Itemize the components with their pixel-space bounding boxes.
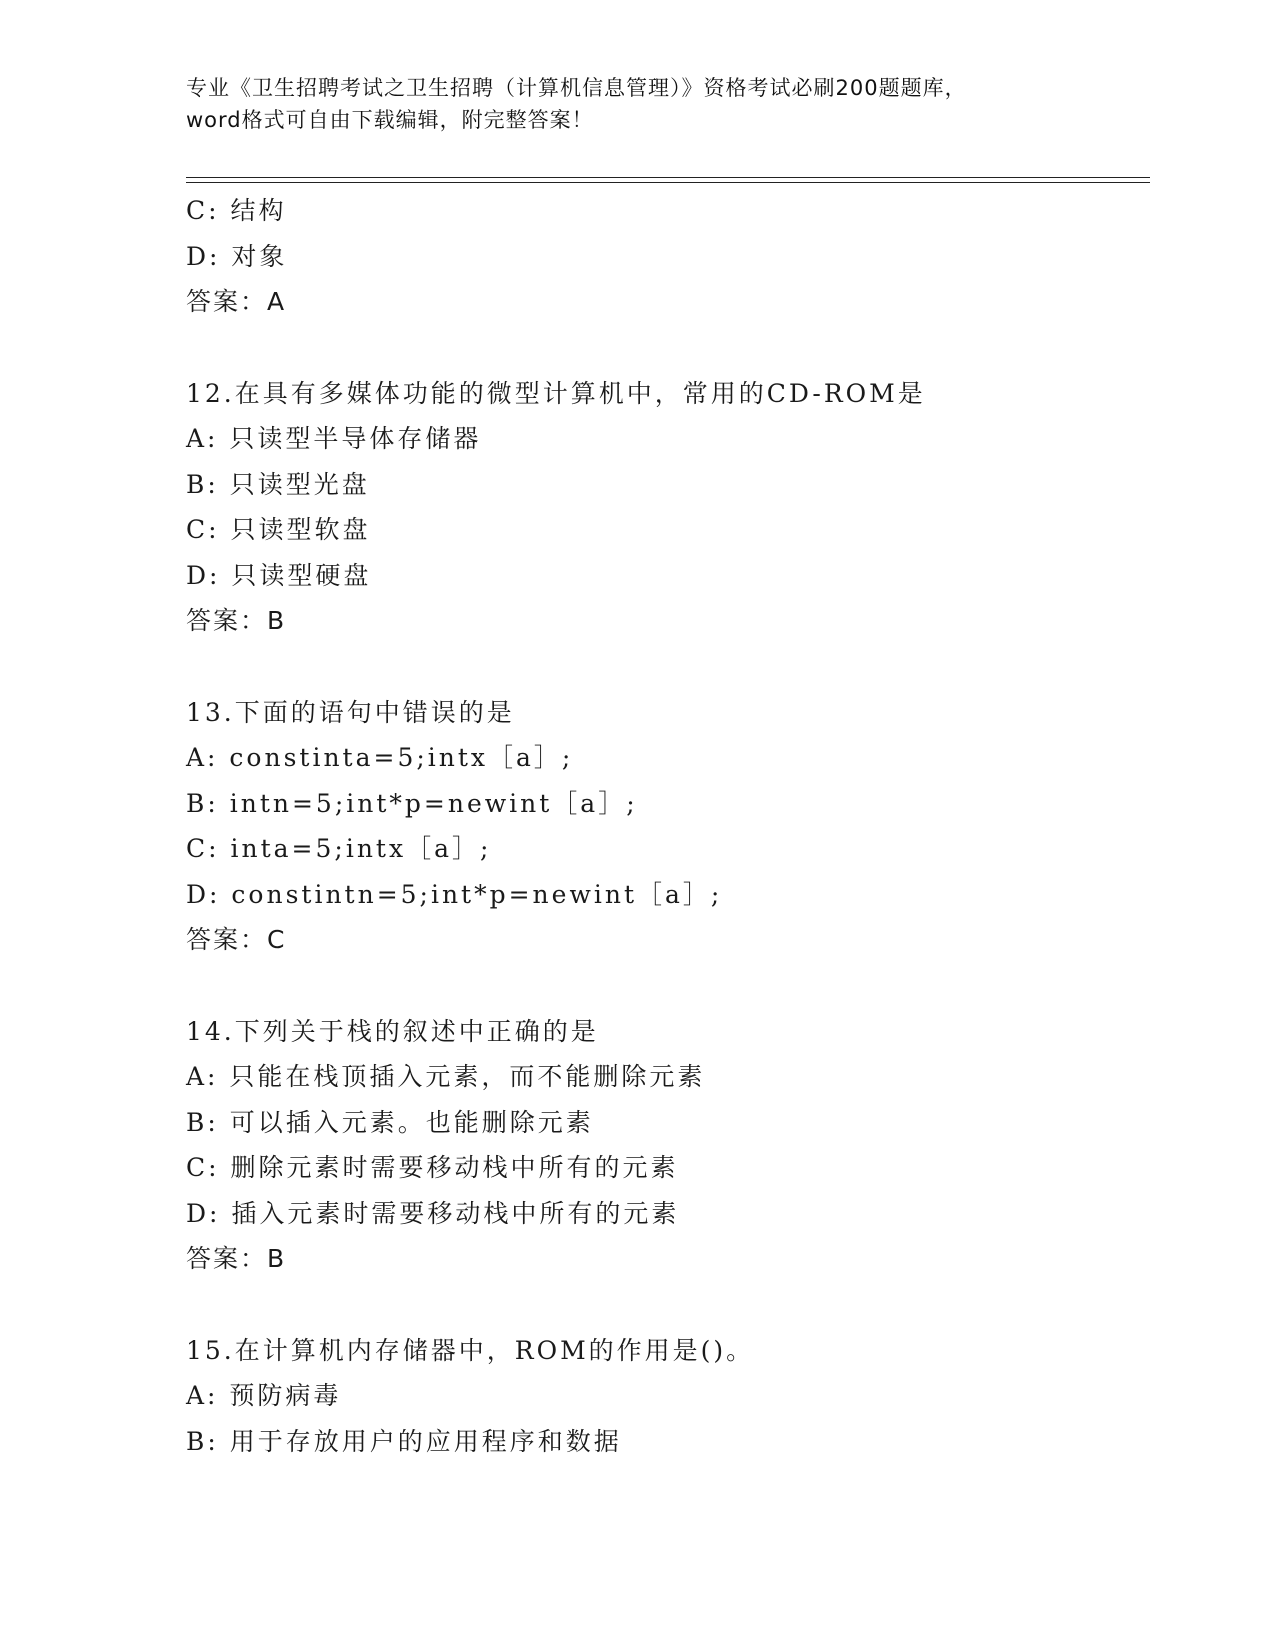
question-block-15 <box>186 1328 1146 1465</box>
option-b: B: 用于存放用户的应用程序和数据 <box>186 1426 622 1456</box>
option-c: C: 结构 <box>186 196 287 225</box>
option-d: D: 插入元素时需要移动栈中所有的元素 <box>186 1198 680 1228</box>
question-block-14 <box>186 1009 1146 1282</box>
answer-line: 答案：C <box>186 925 287 954</box>
option-c: C: 删除元素时需要移动栈中所有的元素 <box>186 1153 679 1182</box>
spacer <box>186 1282 1146 1328</box>
answer-line: 答案：B <box>186 1244 287 1273</box>
document-header <box>186 72 1086 136</box>
header-rule-top <box>186 177 1150 178</box>
option-c: C: inta=5;intx［a］; <box>186 834 492 863</box>
header-rule-bottom <box>186 182 1150 183</box>
option-b: B: intn=5;int*p=newint［a］; <box>186 788 638 818</box>
spacer <box>186 644 1146 690</box>
option-d: D: constintn=5;int*p=newint［a］; <box>186 879 723 909</box>
question-block-13 <box>186 690 1146 963</box>
spacer <box>186 325 1146 371</box>
question-stem: 15.在计算机内存储器中，ROM的作用是()。 <box>186 1335 755 1365</box>
question-stem: 13.下面的语句中错误的是 <box>186 697 515 727</box>
option-a: A: constinta=5;intx［a］; <box>186 743 574 772</box>
option-a: A: 预防病毒 <box>186 1381 342 1410</box>
option-b: B: 只读型光盘 <box>186 469 370 499</box>
answer-line: 答案：B <box>186 606 287 635</box>
option-b: B: 可以插入元素。也能删除元素 <box>186 1107 594 1137</box>
question-list <box>186 188 1146 1464</box>
option-a: A: 只能在栈顶插入元素，而不能删除元素 <box>186 1062 706 1091</box>
question-block-partial <box>186 188 1146 325</box>
option-d: D: 只读型硬盘 <box>186 560 372 590</box>
option-c: C: 只读型软盘 <box>186 515 371 544</box>
spacer <box>186 963 1146 1009</box>
header-line-1: 专业《卫生招聘考试之卫生招聘（计算机信息管理）》资格考试必刷200题题库， <box>186 76 967 100</box>
header-line-2: word格式可自由下载编辑，附完整答案！ <box>186 108 594 132</box>
answer-line: 答案：A <box>186 287 287 316</box>
question-stem: 14.下列关于栈的叙述中正确的是 <box>186 1016 599 1046</box>
question-stem: 12.在具有多媒体功能的微型计算机中，常用的CD-ROM是 <box>186 378 926 408</box>
option-a: A: 只读型半导体存储器 <box>186 424 482 453</box>
question-block-12 <box>186 371 1146 644</box>
option-d: D: 对象 <box>186 241 288 271</box>
